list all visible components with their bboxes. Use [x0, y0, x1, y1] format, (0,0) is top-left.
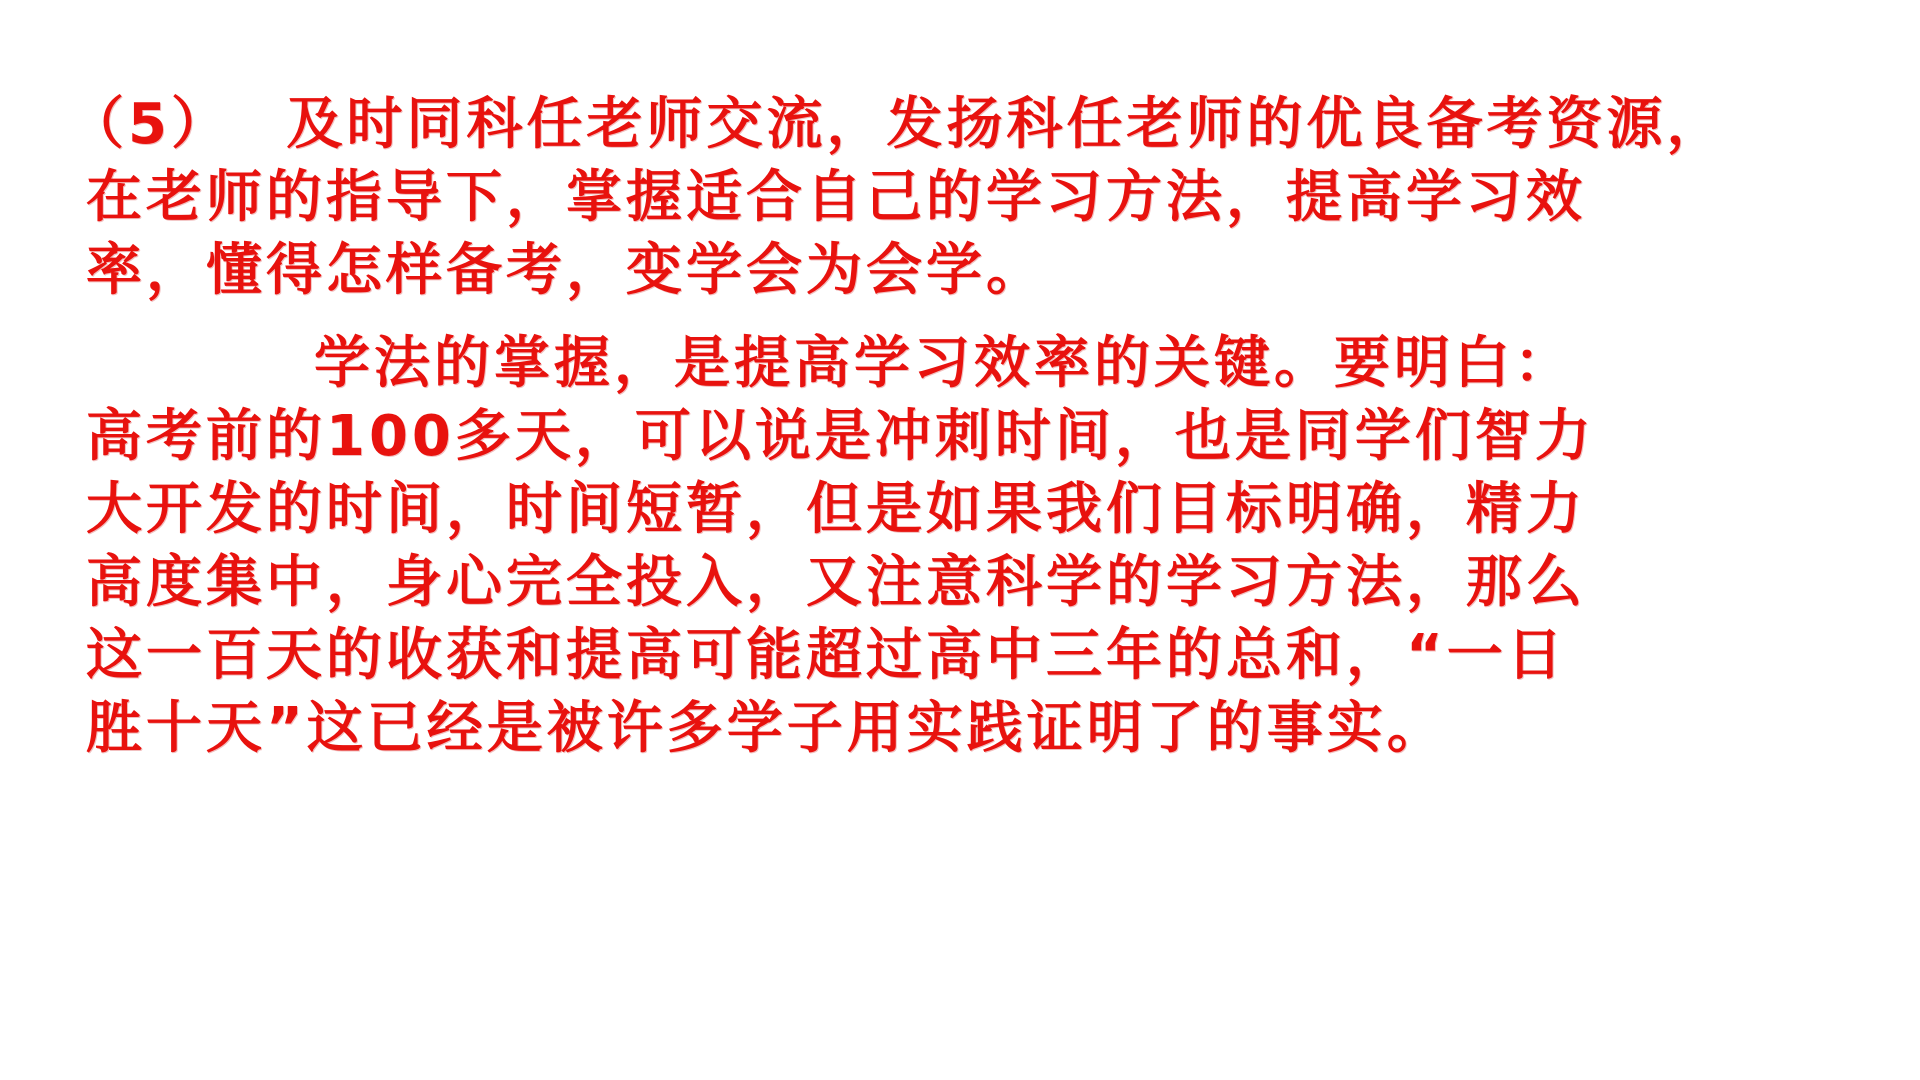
- text-line: 高考前的100多天，可以说是冲刺时间，也是同学们智力: [86, 404, 1595, 469]
- text-line: （5） 及时同科任老师交流，发扬科任老师的优良备考资源，: [68, 92, 1727, 157]
- text-line: 大开发的时间，时间短暂，但是如果我们目标明确，精力: [86, 477, 1586, 542]
- text-line: 高度集中，身心完全投入，又注意科学的学习方法，那么: [86, 550, 1586, 615]
- text-line: 在老师的指导下，掌握适合自己的学习方法，提高学习效: [86, 165, 1586, 230]
- paragraph-study-method: [68, 327, 1920, 765]
- text-line: 胜十天”这已经是被许多学子用实践证明了的事实。: [86, 696, 1447, 761]
- paragraph-study-tip-5: [68, 88, 1920, 307]
- text-line: 学法的掌握，是提高学习效率的关键。要明白：: [314, 331, 1574, 396]
- text-line: 率，懂得怎样备考，变学会为会学。: [86, 238, 1046, 303]
- text-line: 这一百天的收获和提高可能超过高中三年的总和，“一日: [86, 623, 1567, 688]
